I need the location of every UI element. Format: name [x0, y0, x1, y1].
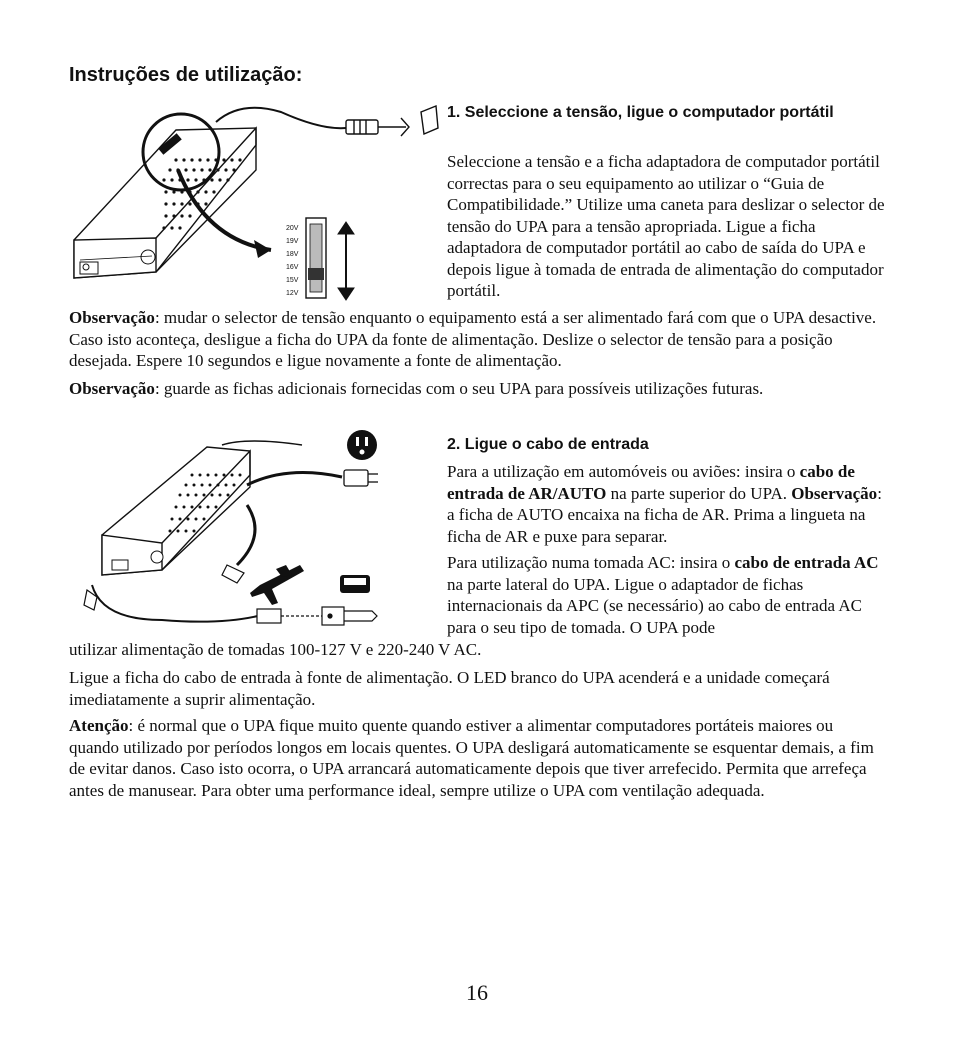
- voltage-selector: [306, 218, 326, 298]
- page-title: Instruções de utilização:: [69, 64, 303, 86]
- voltage-label: 18V: [286, 251, 299, 258]
- section1-body: Seleccione a tensão e a ficha adaptadora de computador portátil correctas para o seu equipamento ao utilizar o “Guia de Compatibilidade.” Utilize uma caneta para deslizar o selector de tensão do UPA para a tensão apropriada. Ligue a ficha adaptadora de computador portátil ao cabo de saída do UPA e depois ligue à tomada de entrada de alimentação do computador portátil.: [447, 152, 885, 300]
- voltage-label: 12V: [286, 290, 299, 297]
- note-text: : guarde as fichas adicionais fornecidas com o seu UPA para possíveis utilizações futuras.: [154, 379, 764, 398]
- text: Para a utilização em automóveis ou aviões: insira o: [447, 462, 800, 481]
- note-label: Observação: [69, 308, 155, 327]
- air-auto-plug-icon: [257, 607, 377, 625]
- voltage-label: 16V: [286, 264, 299, 271]
- section1-heading: 1. Seleccione a tensão, ligue o computador portátil: [447, 104, 834, 121]
- note-text: : mudar o selector de tensão enquanto o equipamento está a ser alimentado fará com que o UPA desactive. Caso isto aconteça, desligue a ficha do UPA da fonte de alimentação. Deslize o selector de tensão para a posição desejada. Espere 10 segundos e ligue novamente a fonte de alimentação.: [69, 308, 877, 370]
- airplane-icon: [250, 565, 304, 605]
- note-text: : a ficha de AUTO encaixa na ficha de AR. Prima a lingueta na ficha de AR e puxe para separar.: [447, 483, 882, 546]
- output-cable: [216, 108, 346, 128]
- voltage-selector-figure: [66, 100, 441, 305]
- note-label: Observação: [791, 483, 878, 503]
- voltage-label: 19V: [286, 238, 299, 245]
- attention-label: Atenção: [69, 716, 129, 735]
- section2-ac-paragraph: [447, 552, 887, 638]
- page-number: 16: [466, 980, 488, 1005]
- cable-name: cabo de entrada de AR/AUTO: [447, 462, 855, 503]
- section2-voltage-range: utilizar alimentação de tomadas 100-127 V e 220-240 V AC.: [69, 640, 482, 659]
- adapter-illustration: [102, 447, 250, 575]
- cable-name: cabo de entrada AC: [734, 553, 879, 572]
- car-air-cable: [222, 441, 302, 445]
- attention-text: : é normal que o UPA fique muito quente quando estiver a alimentar computadores portáteis maiores ou quando utilizado por períodos longos em locais quentes. O UPA desligará automaticamente se esquentar demais, a fim de evitar danos. Caso isto ocorra, o UPA arrancará automaticamente depois que tiver arrefecido. Permita que arrefeça antes de manusear. Para obter uma performance ideal, sempre utilize o UPA com ventilação adequada.: [69, 716, 874, 800]
- ac-cable: [247, 473, 342, 486]
- text: Para utilização numa tomada AC: insira o: [447, 553, 735, 572]
- section2-car-air-paragraph: [447, 461, 887, 547]
- double-arrow-icon: [338, 222, 354, 300]
- text: na parte superior do UPA.: [606, 483, 787, 503]
- text: na parte lateral do UPA. Ligue o adaptador de fichas internacionais da APC (se necessário) ao cabo de entrada AC para o seu tipo de tomada. O UPA pode: [447, 574, 862, 637]
- note-voltage: [69, 307, 886, 372]
- laptop-plug-icon: [346, 106, 438, 136]
- ac-plug-icon: [344, 470, 378, 486]
- plug-in-paragraph: Ligue a ficha do cabo de entrada à fonte de alimentação. O LED branco do UPA acenderá e a unidade começará imediatamente a suprir alimentação.: [69, 668, 830, 709]
- voltage-label: 15V: [286, 277, 299, 284]
- section2-heading: 2. Ligue o cabo de entrada: [447, 436, 649, 453]
- car-icon: [340, 575, 370, 593]
- wall-outlet-icon: [347, 430, 377, 460]
- attention-paragraph: [69, 715, 886, 801]
- note-plugs: [69, 378, 886, 400]
- voltage-label: 20V: [286, 225, 299, 232]
- input-cable-figure: [72, 425, 412, 635]
- note-label: Observação: [69, 379, 155, 398]
